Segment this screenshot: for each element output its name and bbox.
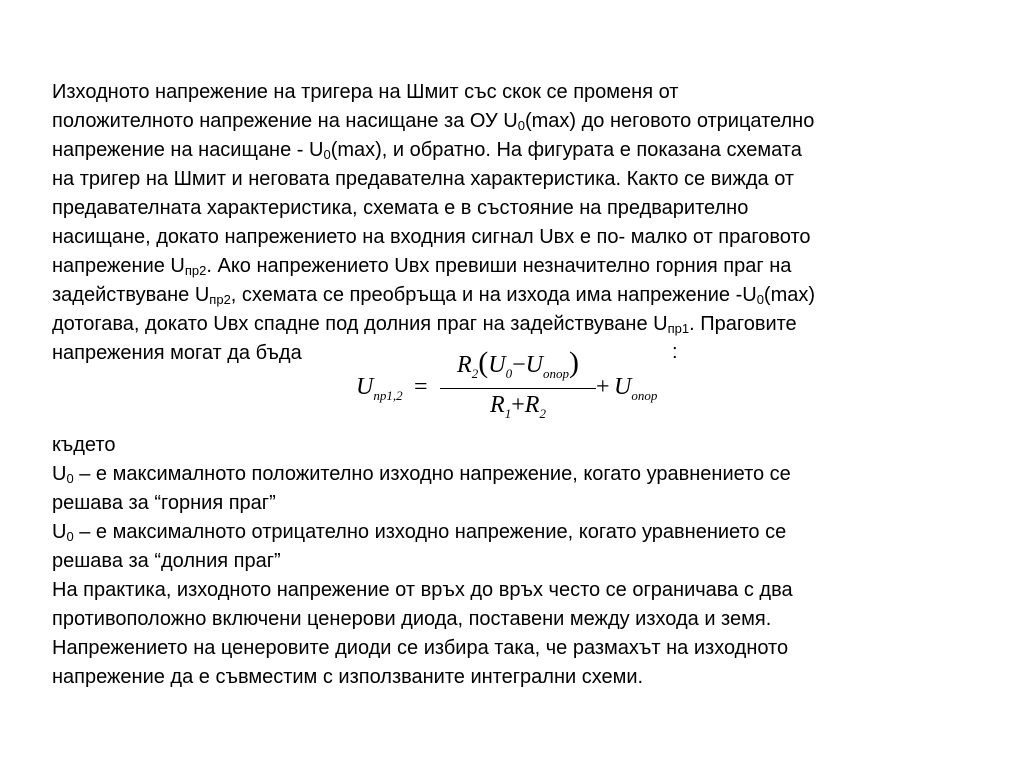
definitions-paragraph [52,431,982,692]
text-line [52,489,982,518]
subscript: пр1 [667,321,690,336]
subscript: 0 [66,529,74,544]
text-line [52,281,982,310]
formula-subscript: 1 [504,406,512,421]
text-line [52,634,982,663]
formula-paren: ) [568,346,579,379]
formula-lhs [356,374,403,404]
text-run: на тригер на Шмит и неговата предавателна характеристика. Както се вижда от [52,168,795,190]
text-line [52,223,982,252]
formula-symbol: U [488,352,506,378]
text-run: противоположно включени ценерови диода, поставени между изхода и земя. [52,608,772,630]
formula-symbol: U [356,374,374,400]
formula-subscript: 2 [539,406,546,421]
text-line [52,136,982,165]
text-run: решава за “долния праг” [52,550,281,572]
text-run: На практика, изходното напрежение от връх до връх често се ограничава с два [52,579,793,601]
text-line [52,252,982,281]
text-run: . Ако напрежението Uвх превиши незначително горния праг на [206,255,792,277]
subscript: 0 [517,118,525,133]
formula-symbol: U [614,374,632,400]
text-line [52,663,982,692]
subscript: пр2 [209,292,231,307]
trailing-colon: : [672,341,678,363]
text-line [52,605,982,634]
text-line [52,460,982,489]
threshold-formula [356,346,666,426]
formula-numerator [438,346,598,382]
text-line [52,194,982,223]
text-run: положителното напрежение на насищане за ОУ U [52,110,518,132]
intro-paragraph [52,78,982,368]
formula-symbol: R [457,352,472,378]
formula-subscript: опор [631,388,658,403]
text-line [52,576,982,605]
text-run: Изходното напрежение на тригера на Шмит със скок се променя от [52,81,679,103]
text-line [52,107,982,136]
text-run: U [52,521,67,543]
formula-equals: = [414,374,428,400]
text-run: Напрежението на ценеровите диоди се избира така, че размахът на изходното [52,637,789,659]
formula-paren: ( [478,346,489,379]
text-run: . Праговите [689,313,797,335]
text-run: U [52,463,67,485]
formula-tail [614,374,657,404]
formula-symbol: U [525,352,543,378]
text-line [52,431,982,460]
formula-subscript: пр1,2 [373,388,403,403]
text-run: напрежения могат да бъда [52,342,302,364]
fraction-bar [440,388,596,389]
text-line [52,165,982,194]
formula-symbol: R [524,392,540,418]
text-run: напрежение на насищане - U [52,139,324,161]
formula-operator: − [512,352,526,378]
text-run: решава за “горния праг” [52,492,276,514]
text-line [52,310,982,339]
text-run: дотогава, докато Uвх спадне под долния праг на задействуване U [52,313,668,335]
text-run: напрежение да е съвместим с използваните интегрални схеми. [52,666,644,688]
formula-subscript: 0 [505,366,513,381]
formula-denominator [438,392,598,422]
text-run: (max) [763,284,816,306]
text-run: (max) до неговото отрицателно [524,110,815,132]
text-line [52,518,982,547]
text-run: предавателната характеристика, схемата е в състояние на предварително [52,197,749,219]
text-run: – е максималното отрицателно изходно напрежение, когато уравнението се [73,521,787,543]
text-run: напрежение U [52,255,185,277]
text-run: задействуване U [52,284,210,306]
subscript: 0 [323,147,331,162]
text-run: – е максималното положително изходно напрежение, когато уравнението се [73,463,791,485]
text-line [52,78,982,107]
formula-symbol: R [490,392,505,418]
text-run: , схемата се преобръща и на изхода има напрежение -U [230,284,757,306]
text-line [52,547,982,576]
subscript: 0 [756,292,764,307]
subscript: 0 [66,471,74,486]
text-run: насищане, докато напрежението на входния сигнал Uвх е по- малко от праговото [52,226,811,248]
subscript: пр2 [184,263,207,278]
text-run: където [52,434,116,456]
formula-subscript: 2 [471,366,479,381]
formula-subscript: опор [542,366,569,381]
text-run: (max), и обратно. На фигурата е показана схемата [330,139,802,161]
formula-operator: + [511,392,525,418]
formula-plus: + [596,374,610,400]
